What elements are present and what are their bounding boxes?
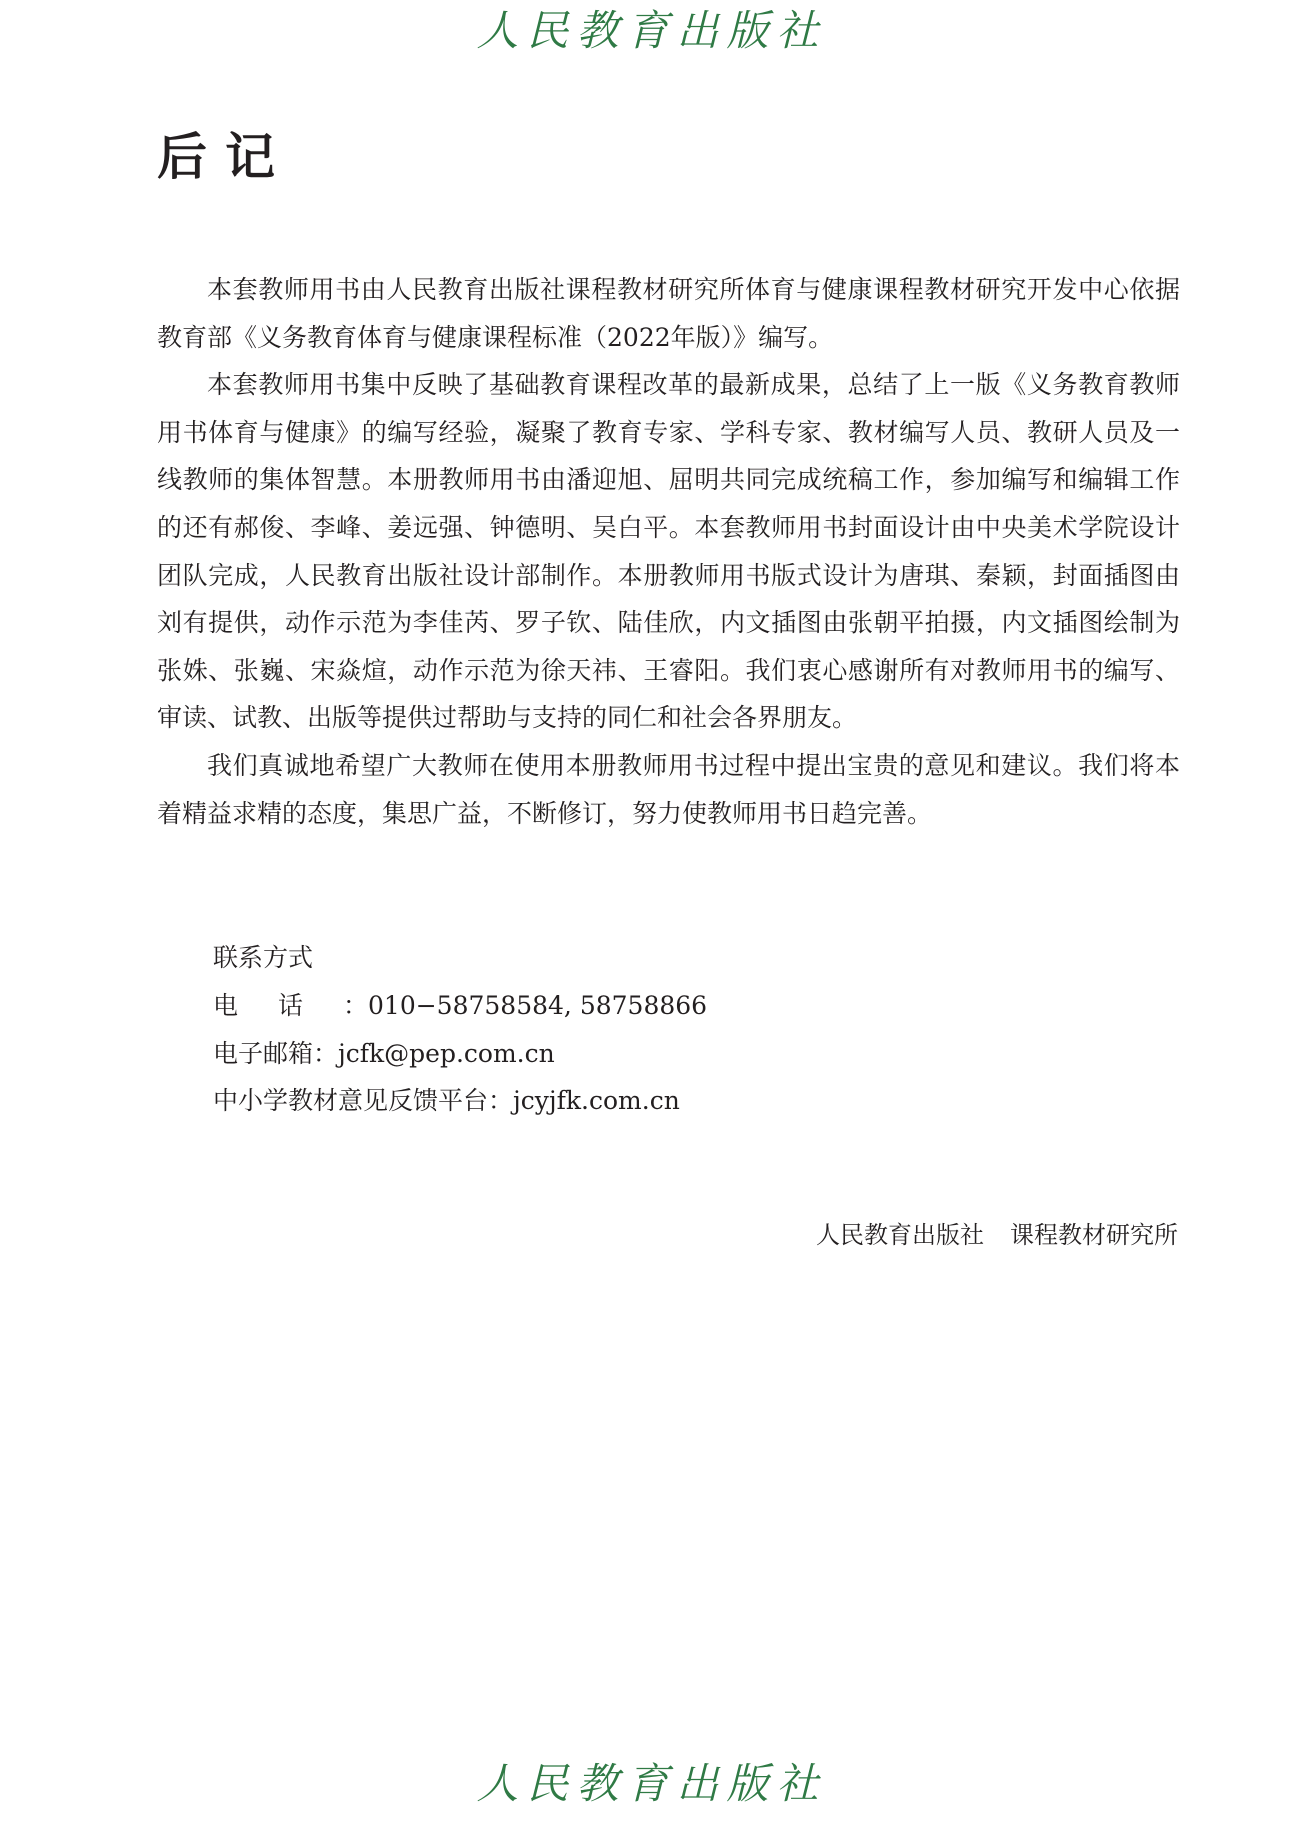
signature-publisher: 人民教育出版社	[816, 1221, 984, 1249]
signature	[816, 1221, 1178, 1250]
phone-value: ：010−58758584, 58758866	[343, 990, 708, 1020]
email-value: ：jcfk@pep.com.cn	[313, 1038, 555, 1068]
contact-heading: 联系方式	[213, 943, 314, 972]
paragraph-intro: 本套教师用书由人民教育出版社课程教材研究所体育与健康课程教材研究开发中心依据教育部《义务教育体育与健康课程标准（2022年版）》编写。	[157, 275, 1180, 352]
publisher-logo-footer: 人民教育出版社	[476, 1759, 827, 1808]
page-title: 后记	[157, 128, 293, 186]
contact-info	[213, 934, 707, 1125]
email-label: 电子邮箱	[213, 1038, 314, 1068]
feedback-label: 中小学教材意见反馈平台	[213, 1086, 489, 1116]
contact-feedback-platform	[213, 1077, 707, 1125]
feedback-value: ：jcyjfk.com.cn	[488, 1086, 680, 1116]
paragraph-acknowledgements: 本套教师用书集中反映了基础教育课程改革的最新成果，总结了上一版《义务教育教师用书体育与健康》的编写经验，凝聚了教育专家、学科专家、教材编写人员、教研人员及一线教师的集体智慧。本册教师用书由潘迎旭、屈明共同完成统稿工作，参加编写和编辑工作的还有郝俊、李峰、姜远强、钟德明、吴白平。本套教师用书封面设计由中央美术学院设计团队完成，人民教育出版社设计部制作。本册教师用书版式设计为唐琪、秦颖，封面插图由刘有提供，动作示范为李佳芮、罗子钦、陆佳欣，内文插图由张朝平拍摄，内文插图绘制为张姝、张巍、宋焱煊，动作示范为徐天祎、王睿阳。我们衷心感谢所有对教师用书的编写、审读、试教、出版等提供过帮助与支持的同仁和社会各界朋友。	[157, 370, 1180, 733]
phone-label: 电话	[213, 990, 344, 1020]
afterword-body	[157, 266, 1180, 837]
contact-email	[213, 1030, 707, 1078]
paragraph-feedback-request: 我们真诚地希望广大教师在使用本册教师用书过程中提出宝贵的意见和建议。我们将本着精益求精的态度，集思广益，不断修订，努力使教师用书日趋完善。	[157, 750, 1180, 828]
publisher-logo-header: 人民教育出版社	[476, 6, 827, 55]
signature-institute: 课程教材研究所	[1010, 1221, 1178, 1249]
contact-phone	[213, 982, 707, 1030]
